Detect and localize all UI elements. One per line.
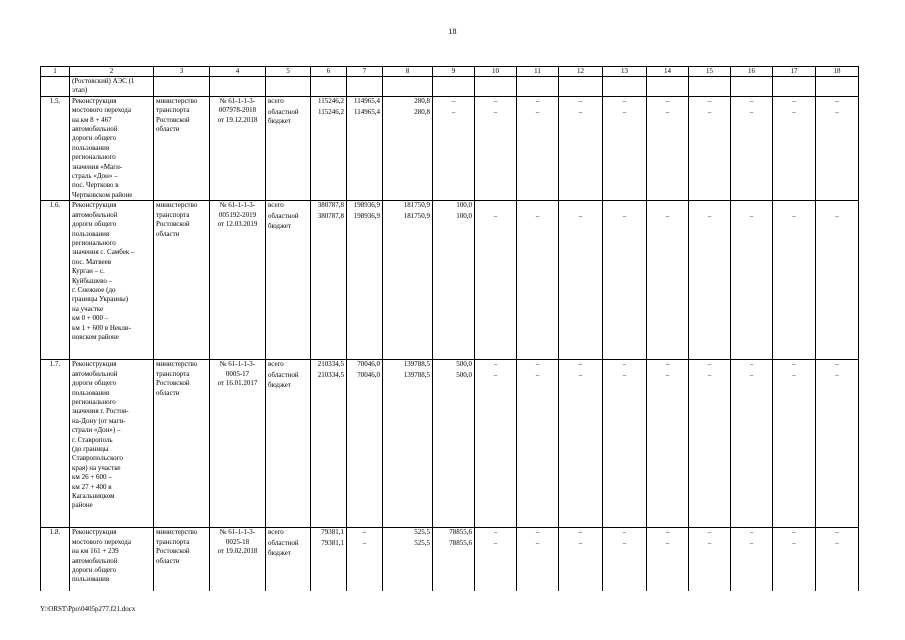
entry-number: 1.8.	[41, 528, 70, 592]
value-cell: –	[347, 539, 383, 591]
funding-source: областной бюджет	[266, 108, 311, 201]
value-cell: 78855,6	[433, 539, 475, 591]
value-cell: 280,8	[383, 96, 433, 108]
entry-total-row	[41, 528, 859, 540]
column-header-10: 10	[475, 67, 517, 77]
value-cell: 115246,2	[311, 96, 347, 108]
value-cell: –	[647, 96, 689, 108]
expertise-doc: № 61-1-1-3- 0005-17 от 16.01.2017	[210, 360, 266, 528]
value-cell: 139788,5	[383, 360, 433, 372]
cell	[603, 77, 647, 97]
value-cell: –	[475, 96, 517, 108]
value-cell: 114965,4	[347, 96, 383, 108]
value-cell: –	[731, 108, 773, 201]
value-cell: –	[603, 108, 647, 201]
value-cell: –	[773, 212, 816, 360]
responsible-org: министерство транспорта Ростовской области	[154, 360, 210, 528]
value-cell: –	[475, 212, 517, 360]
value-cell: 525,5	[383, 539, 433, 591]
funding-source: областной бюджет	[266, 539, 311, 591]
value-cell: –	[731, 212, 773, 360]
entry-total-row	[41, 201, 859, 213]
value-cell	[603, 201, 647, 213]
expertise-doc: № 61-1-1-3- 005192-2019 от 12.03.2019	[210, 201, 266, 360]
value-cell: –	[517, 371, 559, 528]
value-cell: 210334,5	[311, 371, 347, 528]
cell	[347, 77, 383, 97]
value-cell: –	[559, 360, 603, 372]
cell	[559, 77, 603, 97]
value-cell: –	[816, 108, 859, 201]
value-cell	[517, 201, 559, 213]
value-cell: –	[731, 360, 773, 372]
value-cell: 100,0	[433, 201, 475, 213]
column-header-18: 18	[816, 67, 859, 77]
expertise-doc: № 61-1-1-3- 007978-2018 от 19.12.2018	[210, 96, 266, 200]
page-number: 18	[448, 27, 457, 36]
value-cell: –	[347, 528, 383, 540]
value-cell: –	[773, 108, 816, 201]
continuation-row	[41, 77, 859, 97]
value-cell: –	[517, 539, 559, 591]
value-cell: –	[816, 528, 859, 540]
object-name: (Ростовский) АЭС (1 этап)	[70, 77, 154, 97]
cell	[383, 77, 433, 97]
cell	[517, 77, 559, 97]
value-cell: 210334,5	[311, 360, 347, 372]
entry-number: 1.6.	[41, 201, 70, 360]
entry-number: 1.5.	[41, 96, 70, 200]
cell	[689, 77, 731, 97]
value-cell: –	[773, 528, 816, 540]
cell	[311, 77, 347, 97]
value-cell: –	[689, 96, 731, 108]
value-cell: –	[816, 360, 859, 372]
value-cell: –	[689, 371, 731, 528]
column-header-5: 5	[266, 67, 311, 77]
value-cell: 525,5	[383, 528, 433, 540]
value-cell: 181750,9	[383, 201, 433, 213]
value-cell	[731, 201, 773, 213]
column-header-2: 2	[70, 67, 154, 77]
value-cell	[816, 201, 859, 213]
value-cell: 70046,0	[347, 360, 383, 372]
responsible-org: министерство транспорта Ростовской области	[154, 528, 210, 592]
value-cell: 100,0	[433, 212, 475, 360]
funding-source: всего	[266, 201, 311, 213]
value-cell: –	[517, 528, 559, 540]
funding-source: областной бюджет	[266, 212, 311, 360]
value-cell: –	[559, 371, 603, 528]
cell	[433, 77, 475, 97]
value-cell	[773, 201, 816, 213]
value-cell: 280,8	[383, 108, 433, 201]
column-header-4: 4	[210, 67, 266, 77]
column-header-11: 11	[517, 67, 559, 77]
value-cell: –	[773, 360, 816, 372]
value-cell: –	[475, 360, 517, 372]
value-cell: –	[603, 539, 647, 591]
column-header-12: 12	[559, 67, 603, 77]
header-row	[41, 67, 859, 77]
value-cell: –	[475, 371, 517, 528]
value-cell: –	[603, 528, 647, 540]
budget-table	[40, 66, 859, 591]
value-cell: 500,0	[433, 360, 475, 372]
entry-total-row	[41, 360, 859, 372]
value-cell: –	[517, 96, 559, 108]
value-cell: –	[647, 539, 689, 591]
value-cell: 78855,6	[433, 528, 475, 540]
cell	[266, 77, 311, 97]
value-cell: –	[647, 212, 689, 360]
object-name: Реконструкция автомобильной дороги общего пользования регионального значения с. Самбек – пос. Матвеев Курган – с. Куйбышево – г. Снежное (до границы Украины) на участке км 0 + 000 – км 1 + 600 в Некли- новском районе	[70, 201, 154, 360]
entry-total-row	[41, 96, 859, 108]
value-cell: –	[517, 108, 559, 201]
column-header-17: 17	[773, 67, 816, 77]
value-cell: –	[559, 96, 603, 108]
responsible-org: министерство транспорта Ростовской области	[154, 201, 210, 360]
value-cell: 79381,1	[311, 528, 347, 540]
value-cell: –	[816, 539, 859, 591]
value-cell: –	[647, 360, 689, 372]
value-cell: –	[559, 108, 603, 201]
value-cell: –	[603, 212, 647, 360]
cell	[475, 77, 517, 97]
column-header-8: 8	[383, 67, 433, 77]
value-cell: –	[731, 371, 773, 528]
expertise-doc: № 61-1-1-3- 0025-18 от 19.02.2018	[210, 528, 266, 592]
value-cell: –	[433, 96, 475, 108]
cell	[41, 77, 70, 97]
funding-source: всего	[266, 360, 311, 372]
column-header-6: 6	[311, 67, 347, 77]
cell	[816, 77, 859, 97]
value-cell: –	[773, 96, 816, 108]
value-cell: –	[559, 528, 603, 540]
value-cell: –	[731, 96, 773, 108]
footer-file-path: Y:\ORST\Ppo\0405p277.f21.docx	[40, 605, 136, 613]
value-cell: –	[773, 371, 816, 528]
value-cell: –	[603, 371, 647, 528]
value-cell	[689, 201, 731, 213]
object-name: Реконструкция автомобильной дороги общего пользования регионального значения г. Ростов- на-Дону (от маги- страли «Дон») – г. Ставрополь (до границы Ставропольского края) на участке км 26 + 600 – км 27 + 400 в Кагальницком районе	[70, 360, 154, 528]
value-cell: 79381,1	[311, 539, 347, 591]
value-cell: –	[517, 360, 559, 372]
cell	[647, 77, 689, 97]
value-cell: –	[816, 212, 859, 360]
value-cell: –	[603, 96, 647, 108]
value-cell: –	[773, 539, 816, 591]
cell	[154, 77, 210, 97]
cell	[773, 77, 816, 97]
value-cell: 198936,9	[347, 201, 383, 213]
object-name: Реконструкция мостового перехода на км 161 + 239 автомобильной дороги общего пользования	[70, 528, 154, 592]
value-cell	[559, 201, 603, 213]
value-cell: 380787,8	[311, 212, 347, 360]
cell	[731, 77, 773, 97]
value-cell: –	[689, 539, 731, 591]
value-cell: –	[647, 528, 689, 540]
value-cell: 380787,8	[311, 201, 347, 213]
column-header-15: 15	[689, 67, 731, 77]
value-cell: –	[731, 539, 773, 591]
cell	[210, 77, 266, 97]
value-cell: –	[647, 108, 689, 201]
column-header-3: 3	[154, 67, 210, 77]
column-header-13: 13	[603, 67, 647, 77]
value-cell: 114965,4	[347, 108, 383, 201]
funding-source: всего	[266, 96, 311, 108]
column-header-1: 1	[41, 67, 70, 77]
value-cell: –	[517, 212, 559, 360]
object-name: Реконструкция мостового перехода на км 8 + 467 автомобильной дороги общего пользования регионального значения «Маги- страль «Дон» – пос. Чертково в Чертковском районе	[70, 96, 154, 200]
value-cell: 139788,5	[383, 371, 433, 528]
value-cell: –	[816, 96, 859, 108]
value-cell: –	[433, 108, 475, 201]
value-cell: 500,0	[433, 371, 475, 528]
funding-source: областной бюджет	[266, 371, 311, 528]
value-cell: 70046,0	[347, 371, 383, 528]
column-header-7: 7	[347, 67, 383, 77]
value-cell: –	[647, 371, 689, 528]
value-cell: 115246,2	[311, 108, 347, 201]
value-cell: –	[689, 212, 731, 360]
value-cell: –	[475, 108, 517, 201]
column-header-16: 16	[731, 67, 773, 77]
funding-source: всего	[266, 528, 311, 540]
value-cell: –	[689, 528, 731, 540]
value-cell: 198936,9	[347, 212, 383, 360]
column-header-9: 9	[433, 67, 475, 77]
value-cell: –	[816, 371, 859, 528]
value-cell: –	[475, 528, 517, 540]
entry-number: 1.7.	[41, 360, 70, 528]
value-cell: 181750,9	[383, 212, 433, 360]
value-cell: –	[689, 108, 731, 201]
responsible-org: министерство транспорта Ростовской области	[154, 96, 210, 200]
column-header-14: 14	[647, 67, 689, 77]
value-cell: –	[689, 360, 731, 372]
value-cell: –	[559, 539, 603, 591]
value-cell: –	[475, 539, 517, 591]
value-cell: –	[731, 528, 773, 540]
value-cell: –	[603, 360, 647, 372]
value-cell	[647, 201, 689, 213]
value-cell: –	[559, 212, 603, 360]
value-cell	[475, 201, 517, 213]
